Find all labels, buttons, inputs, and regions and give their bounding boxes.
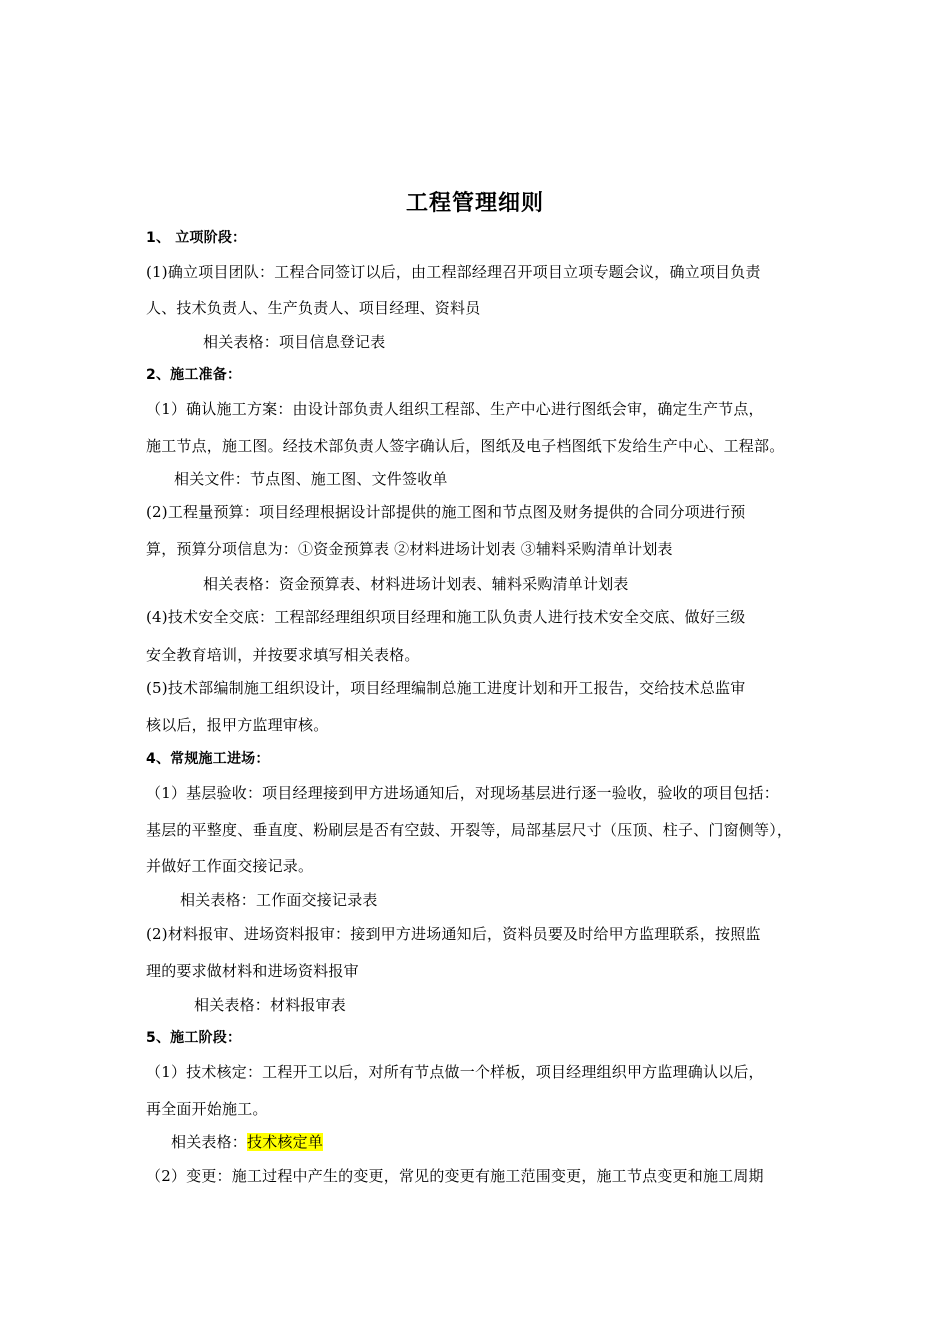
- related-table-note: 相关表格：项目信息登记表: [203, 333, 386, 351]
- paragraph-line: 人、技术负责人、生产负责人、项目经理、资料员: [146, 299, 481, 317]
- paragraph-line: (4)技术安全交底：工程部经理组织项目经理和施工队负责人进行技术安全交底、做好三级: [146, 608, 746, 626]
- paragraph-line: (2)材料报审、进场资料报审：接到甲方进场通知后，资料员要及时给甲方监理联系，按照监: [146, 925, 761, 943]
- section-heading-4: 4、常规施工进场：: [146, 751, 270, 767]
- related-table-label: 相关表格：: [171, 1133, 248, 1151]
- paragraph-line: 安全教育培训，并按要求填写相关表格。: [146, 646, 420, 664]
- section-heading-1: 1、 立项阶段：: [146, 230, 247, 246]
- related-file-note: 相关文件：节点图、施工图、文件签收单: [174, 470, 448, 488]
- paragraph-line: 理的要求做材料和进场资料报审: [146, 962, 359, 980]
- paragraph-line: （1）技术核定：工程开工以后，对所有节点做一个样板，项目经理组织甲方监理确认以后，: [146, 1063, 764, 1081]
- paragraph-line: 核以后，报甲方监理审核。: [146, 716, 329, 734]
- section-heading-2: 2、施工准备：: [146, 367, 242, 383]
- paragraph-line: (5)技术部编制施工组织设计，项目经理编制总施工进度计划和开工报告，交给技术总监审: [146, 679, 746, 697]
- paragraph-line: 算，预算分项信息为：①资金预算表 ②材料进场计划表 ③辅料采购清单计划表: [146, 540, 673, 558]
- related-table-note: [171, 1132, 323, 1152]
- paragraph-line: 基层的平整度、垂直度、粉刷层是否有空鼓、开裂等，局部基层尺寸（压顶、柱子、门窗侧等），: [146, 821, 793, 839]
- paragraph-line: （2）变更：施工过程中产生的变更，常见的变更有施工范围变更，施工节点变更和施工周期: [146, 1167, 764, 1185]
- section-heading-5: 5、施工阶段：: [146, 1030, 242, 1046]
- page-title: 工程管理细则: [405, 191, 544, 216]
- paragraph-line: 施工节点，施工图。经技术部负责人签字确认后，图纸及电子档图纸下发给生产中心、工程部。: [146, 437, 785, 455]
- paragraph-line: 并做好工作面交接记录。: [146, 857, 314, 875]
- paragraph-line: （1）基层验收：项目经理接到甲方进场通知后，对现场基层进行逐一验收，验收的项目包括：: [146, 784, 779, 802]
- related-table-note: 相关表格：材料报审表: [194, 996, 347, 1014]
- paragraph-line: （1）确认施工方案：由设计部负责人组织工程部、生产中心进行图纸会审，确定生产节点，: [146, 400, 764, 418]
- related-table-note: 相关表格：资金预算表、材料进场计划表、辅料采购清单计划表: [203, 575, 629, 593]
- paragraph-line: 再全面开始施工。: [146, 1100, 268, 1118]
- highlighted-table-name: 技术核定单: [247, 1133, 324, 1151]
- paragraph-line: (2)工程量预算：项目经理根据设计部提供的施工图和节点图及财务提供的合同分项进行预: [146, 503, 746, 521]
- paragraph-line: (1)确立项目团队：工程合同签订以后，由工程部经理召开项目立项专题会议，确立项目负责: [146, 263, 761, 281]
- related-table-note: 相关表格：工作面交接记录表: [180, 891, 378, 909]
